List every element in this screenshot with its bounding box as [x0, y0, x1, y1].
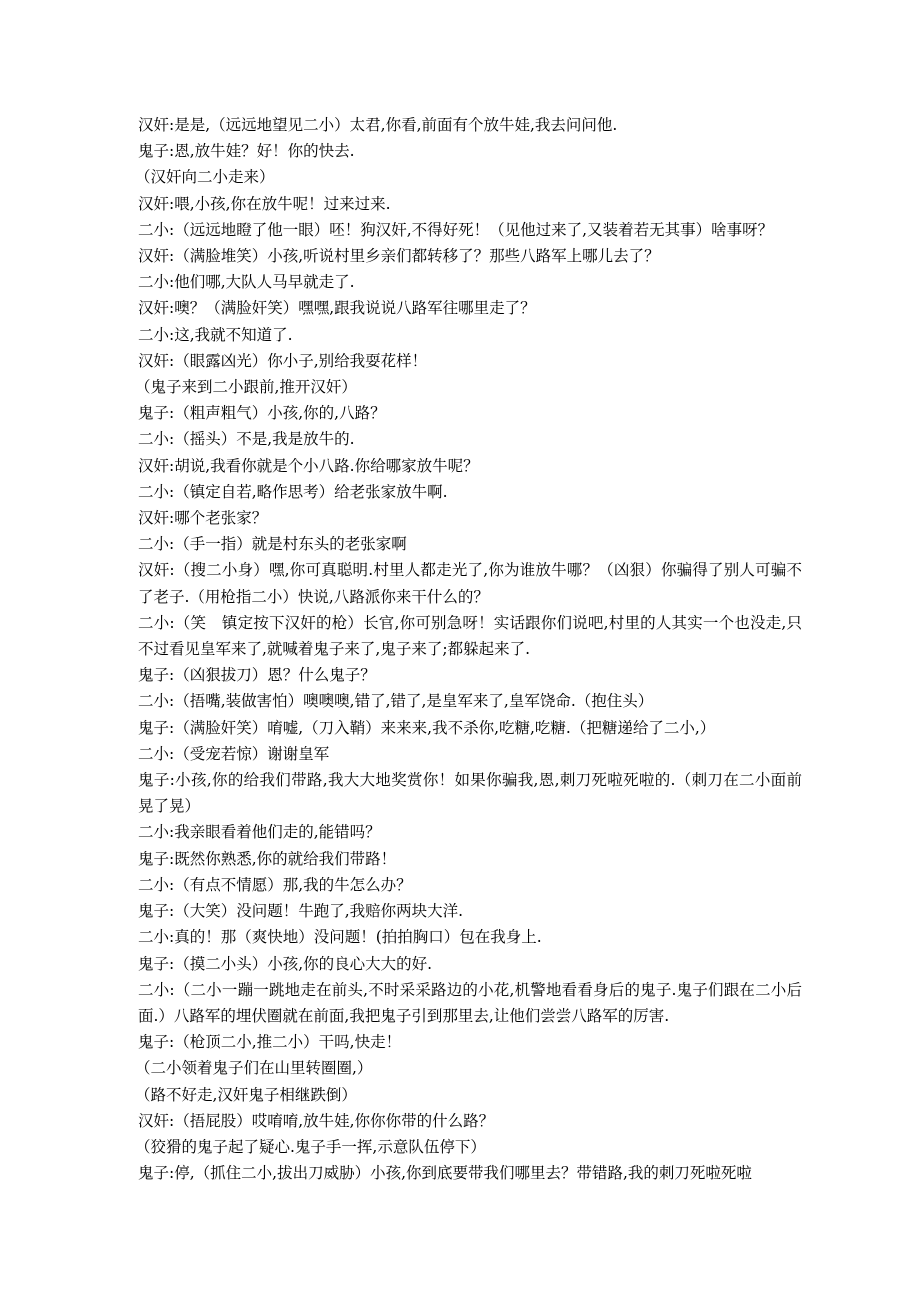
script-line: 二小:（笑 镇定按下汉奸的枪）长官,你可别急呀！实话跟你们说吧,村里的人其实一个也没走,只不过看见皇军来了,就喊着鬼子来了,鬼子来了;都躲起来了.: [138, 613, 802, 659]
script-line: 鬼子:（粗声粗气）小孩,你的,八路？: [138, 404, 386, 423]
script-line: 鬼子:停,（抓住二小,拔出刀威胁）小孩,你到底要带我们哪里去？带错路,我的刺刀死啦死啦: [138, 1164, 752, 1183]
stage-direction: （汉奸向二小走来）: [135, 168, 275, 187]
script-line: 鬼子:（摸二小头）小孩,你的良心大大的好.: [138, 954, 433, 973]
script-line: 汉奸:是是,（远远地望见二小）太君,你看,前面有个放牛娃,我去问问他.: [138, 116, 618, 134]
script-line: 二小:（捂嘴,装做害怕）噢噢噢,错了,错了,是皇军来了,皇军饶命.（抱住头）: [138, 692, 654, 711]
script-line: 汉奸:喂,小孩,你在放牛呢！过来过来.: [138, 194, 391, 213]
script-line: 二小:（远远地瞪了他一眼）呸！狗汉奸,不得好死！（见他过来了,又装着若无其事）啥事呀？: [138, 220, 774, 239]
script-line: 二小:（有点不情愿）那,我的牛怎么办？: [138, 875, 412, 894]
script-line: 汉奸:胡说,我看你就是个小八路.你给哪家放牛呢？: [138, 456, 479, 475]
script-line: 二小:我亲眼看着他们走的,能错吗？: [138, 823, 381, 842]
script-line: 鬼子:恩,放牛娃？好！你的快去.: [138, 142, 355, 161]
script-line: 鬼子:（枪顶二小,推二小）干吗,快走！: [138, 1033, 402, 1052]
stage-direction: （二小领着鬼子们在山里转圈圈,）: [135, 1059, 373, 1078]
script-line: 二小:（镇定自若,略作思考）给老张家放牛啊.: [138, 482, 448, 501]
script-line: 鬼子:既然你熟悉,你的就给我们带路！: [138, 849, 397, 868]
script-line: 汉奸:（搜二小身）嘿,你可真聪明.村里人都走光了,你为谁放牛哪？（凶狠）你骗得了别人可骗不了老子.（用枪指二小）快说,八路派你来干什么的？: [138, 561, 802, 606]
script-line: 鬼子:（凶狠拔刀）恩？什么鬼子？: [138, 666, 376, 685]
script-line: 鬼子:小孩,你的给我们带路,我大大地奖赏你！如果你骗我,恩,刺刀死啦死啦的.（刺刀在二小面前晃了晃）: [138, 771, 802, 816]
stage-direction: （狡猾的鬼子起了疑心.鬼子手一挥,示意队伍停下）: [135, 1137, 486, 1156]
script-line: 汉奸:哪个老张家？: [138, 509, 268, 528]
script-line: 汉奸:（捂屁股）哎唷唷,放牛娃,你你你带的什么路？: [138, 1111, 495, 1130]
script-line: 二小:（手一指）就是村东头的老张家啊: [138, 535, 407, 554]
script-line: 二小:（二小一蹦一跳地走在前头,不时采采路边的小花,机警地看看身后的鬼子.鬼子们跟在二小后面.）八路军的埋伏圈就在前面,我把鬼子引到那里去,让他们尝尝八路军的厉害.: [138, 980, 802, 1025]
stage-direction: （鬼子来到二小跟前,推开汉奸）: [135, 378, 357, 397]
script-line: 鬼子:（满脸奸笑）唷嘘,（刀入鞘）来来来,我不杀你,吃糖,吃糖.（把糖递给了二小,）: [138, 718, 716, 737]
script-line: 二小:（摇头）不是,我是放牛的.: [138, 430, 355, 449]
script-line: 二小:真的！那（爽快地）没问题！(拍拍胸口）包在我身上.: [138, 928, 542, 947]
script-line: 二小:他们哪,大队人马早就走了.: [138, 273, 355, 292]
script-line: 二小:这,我就不知道了.: [138, 325, 293, 344]
script-line: 鬼子:（大笑）没问题！牛跑了,我赔你两块大洋.: [138, 902, 464, 921]
stage-direction: （路不好走,汉奸鬼子相继跌倒）: [135, 1085, 357, 1104]
script-line: 二小:（受宠若惊）谢谢皇军: [138, 744, 330, 763]
script-line: 汉奸:噢？（满脸奸笑）嘿嘿,跟我说说八路军往哪里走了？: [138, 299, 536, 318]
script-body: [135, 112, 802, 1186]
script-line: 汉奸:（眼露凶光）你小子,别给我耍花样！: [138, 351, 428, 370]
script-line: 汉奸:（满脸堆笑）小孩,听说村里乡亲们都转移了？那些八路军上哪儿去了？: [138, 247, 660, 266]
